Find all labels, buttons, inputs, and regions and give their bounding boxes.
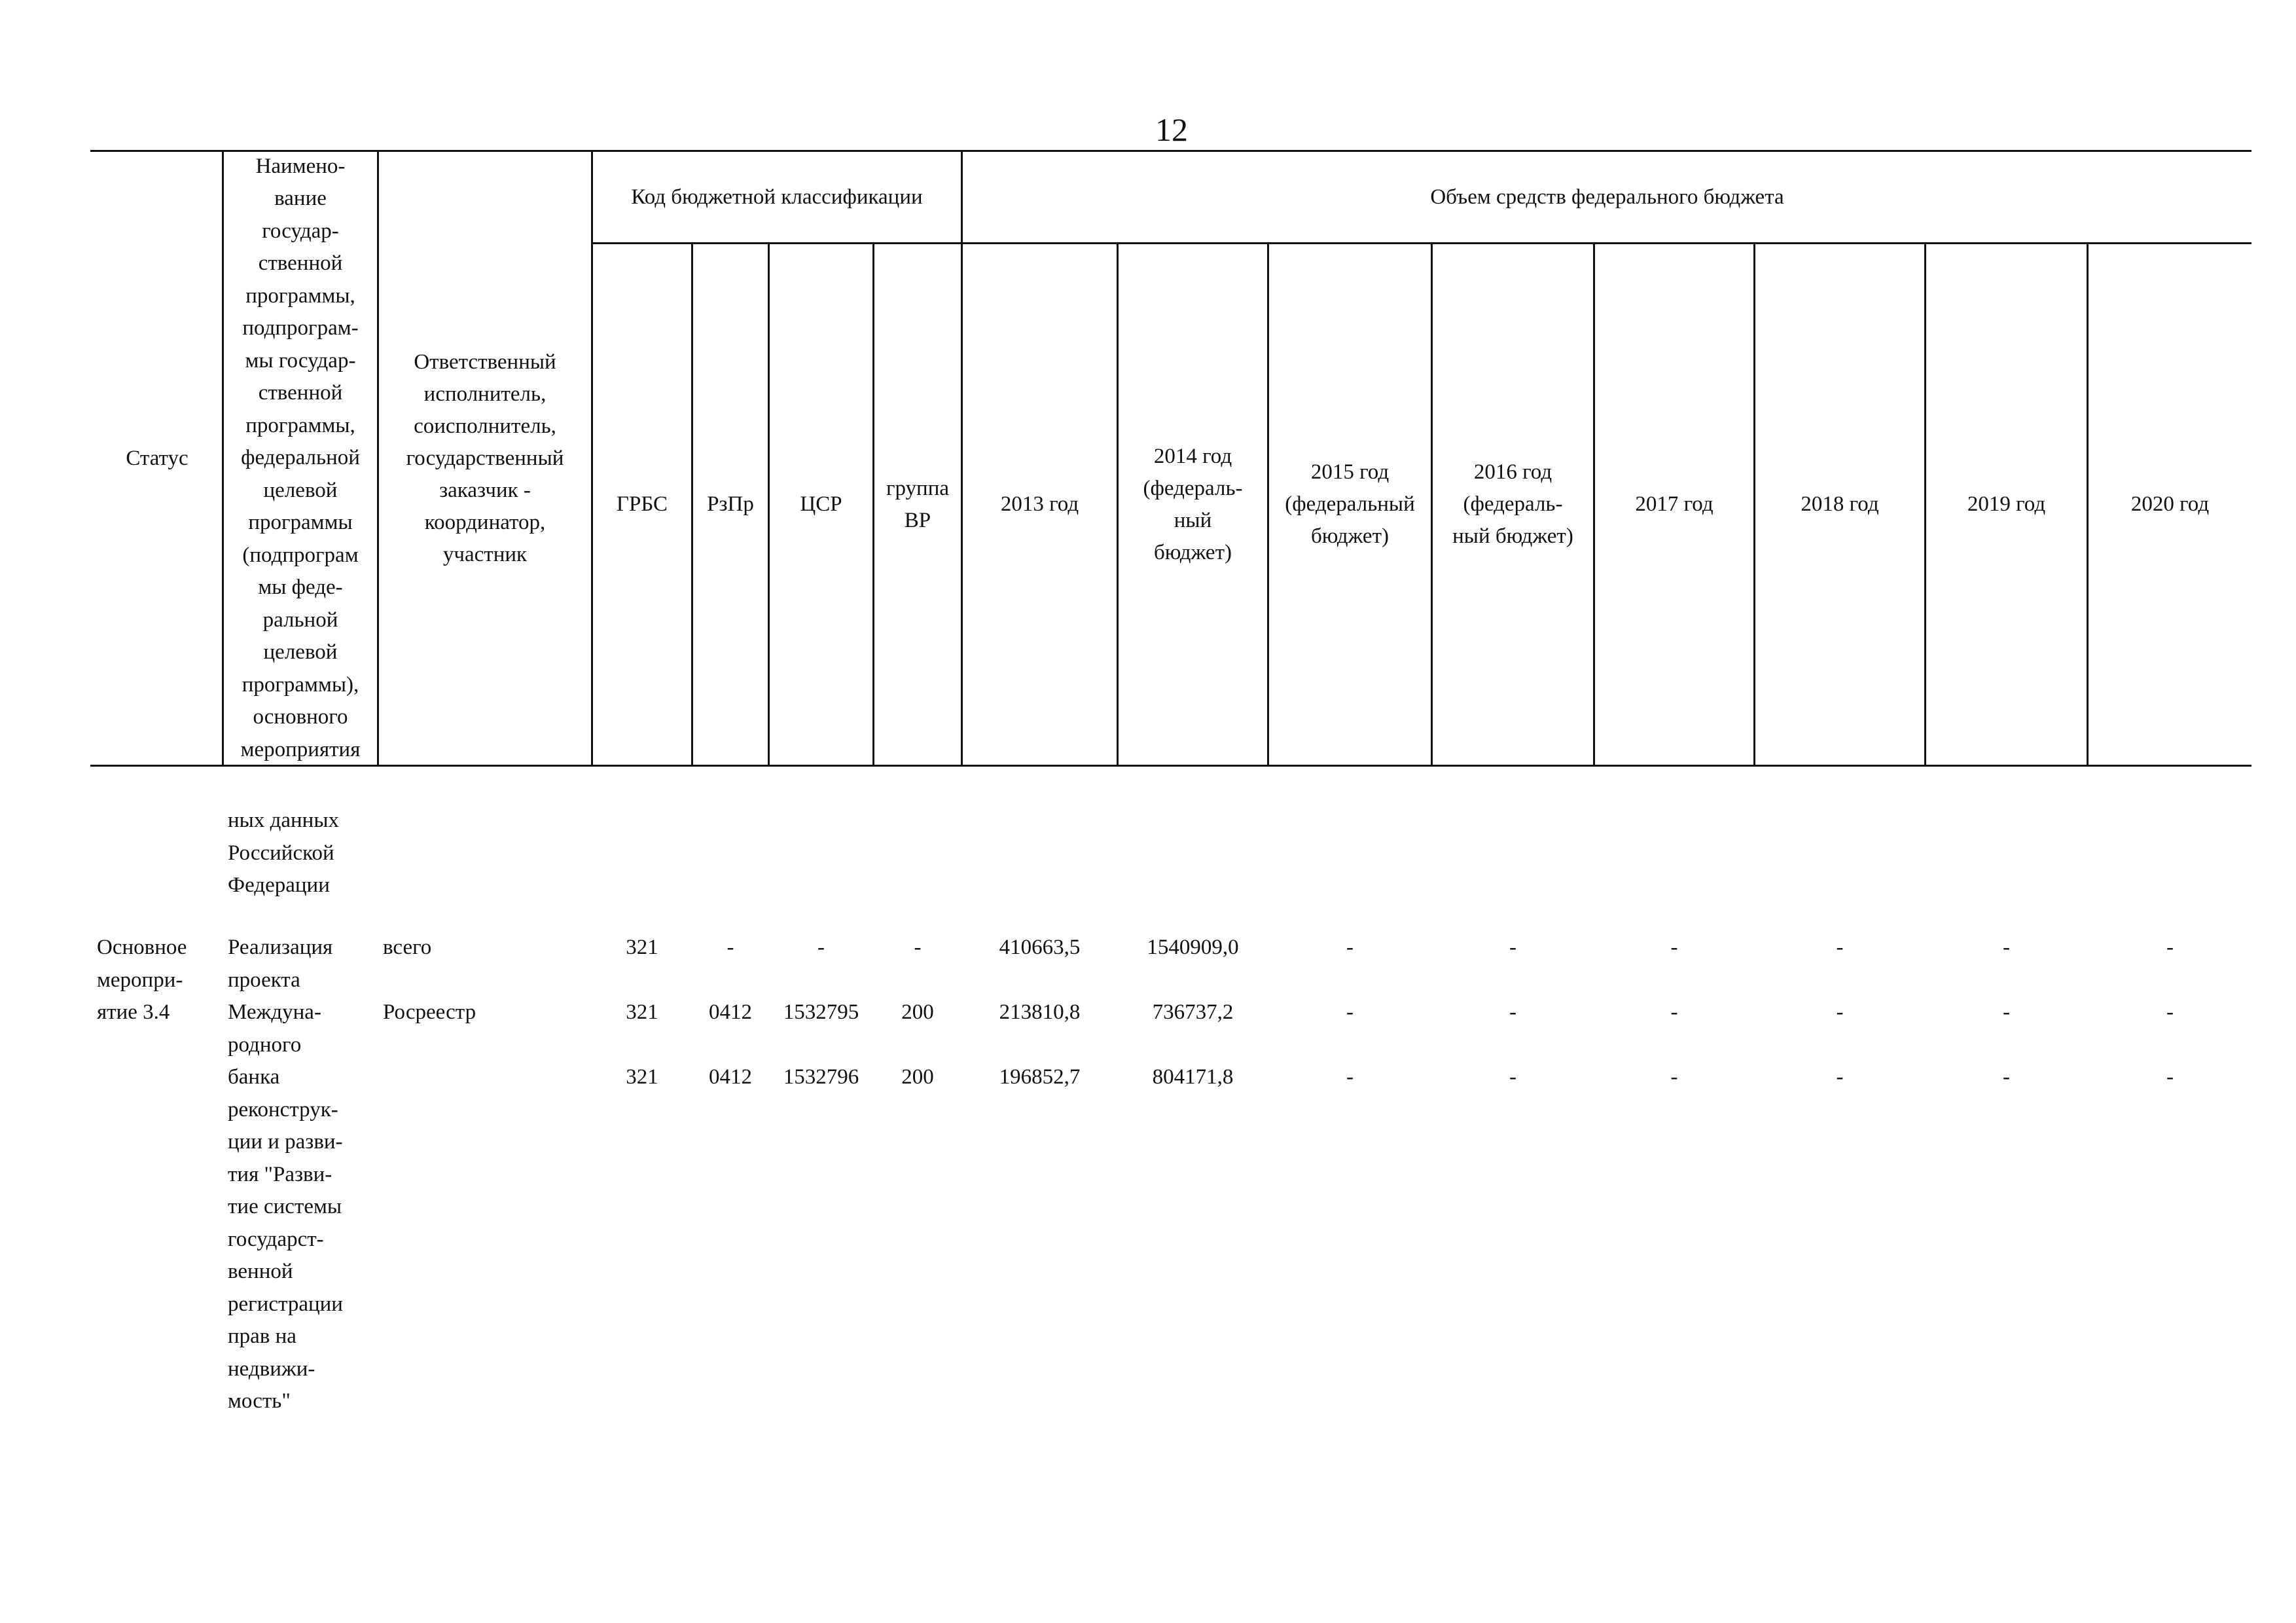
header-year-2020: 2020 год — [2130, 492, 2210, 516]
header-year-2019: 2019 год — [1967, 492, 2046, 516]
row-value-2016: - — [1509, 1000, 1516, 1024]
row-responsible: всего — [383, 936, 432, 959]
measure-name: Реализация проекта Междуна- родного банка реконструк- ции и разви- тия "Разви- тие системы государст- венной регистрации прав на недвижи- мость" — [228, 936, 343, 1413]
row-value-2020: - — [2166, 936, 2174, 959]
row-value-2015: - — [1346, 1065, 1354, 1089]
row-vr: - — [914, 936, 922, 959]
row-value-2018: - — [1836, 936, 1844, 959]
row-value-2017: - — [1670, 1065, 1678, 1089]
row-value-2014: 1540909,0 — [1147, 936, 1239, 959]
header-status: Статус — [126, 446, 188, 470]
row-value-2013: 196852,7 — [999, 1065, 1081, 1089]
row-value-2018: - — [1836, 1000, 1844, 1024]
header-program-name: Наимено- вание государ- ственной программы, подпрограм- мы государ- ственной программы, федеральной целевой программы (подпрограм мы феде- ральной целевой программы), основного мероприятия — [240, 154, 361, 761]
row-value-2019: - — [2003, 1065, 2010, 1089]
row-value-2015: - — [1346, 1000, 1354, 1024]
row-responsible: Росреестр — [383, 1000, 476, 1024]
row-rzpr: 0412 — [709, 1065, 752, 1089]
row-csr: 1532795 — [783, 1000, 859, 1024]
header-responsible: Ответственный исполнитель, соисполнитель, государственный заказчик - координатор, участник — [406, 350, 564, 566]
row-grbs: 321 — [626, 1065, 658, 1089]
row-value-2016: - — [1509, 1065, 1516, 1089]
continuation-text: ных данных Российской Федерации — [228, 809, 340, 897]
header-budget-volume-group: Объем средств федерального бюджета — [1430, 185, 1784, 209]
row-value-2014: 736737,2 — [1152, 1000, 1234, 1024]
header-vr: группа ВР — [886, 476, 950, 532]
row-value-2020: - — [2166, 1065, 2174, 1089]
header-csr: ЦСР — [800, 492, 842, 516]
row-value-2019: - — [2003, 936, 2010, 959]
header-rzpr: РзПр — [707, 492, 754, 516]
header-budget-code-group: Код бюджетной классификации — [631, 185, 923, 209]
header-year-2015: 2015 год (федеральный бюджет) — [1285, 460, 1415, 548]
measure-status: Основное меропри- ятие 3.4 — [97, 936, 187, 1024]
row-value-2016: - — [1509, 936, 1516, 959]
header-year-2018: 2018 год — [1801, 492, 1879, 516]
row-grbs: 321 — [626, 936, 658, 959]
header-year-2016: 2016 год (федераль- ный бюджет) — [1452, 460, 1573, 548]
row-value-2017: - — [1670, 1000, 1678, 1024]
header-grbs: ГРБС — [616, 492, 668, 516]
row-vr: 200 — [901, 1065, 934, 1089]
row-csr: - — [817, 936, 825, 959]
row-value-2017: - — [1670, 936, 1678, 959]
row-value-2019: - — [2003, 1000, 2010, 1024]
row-rzpr: 0412 — [709, 1000, 752, 1024]
row-rzpr: - — [726, 936, 734, 959]
row-grbs: 321 — [626, 1000, 658, 1024]
row-value-2018: - — [1836, 1065, 1844, 1089]
row-value-2014: 804171,8 — [1152, 1065, 1234, 1089]
row-csr: 1532796 — [783, 1065, 859, 1089]
row-value-2015: - — [1346, 936, 1354, 959]
row-value-2020: - — [2166, 1000, 2174, 1024]
header-year-2014: 2014 год (федераль- ный бюджет) — [1143, 444, 1243, 564]
page-number: 12 — [1155, 111, 1188, 148]
row-value-2013: 410663,5 — [999, 936, 1081, 959]
header-year-2013: 2013 год — [1000, 492, 1079, 516]
row-value-2013: 213810,8 — [999, 1000, 1081, 1024]
header-year-2017: 2017 год — [1635, 492, 1713, 516]
row-vr: 200 — [901, 1000, 934, 1024]
